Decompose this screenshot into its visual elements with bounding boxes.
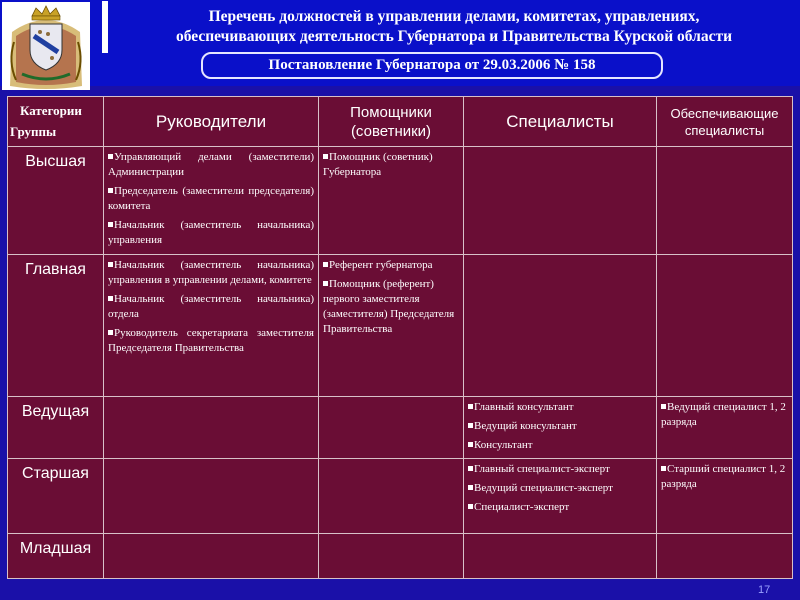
support-list xyxy=(657,397,792,430)
support-list xyxy=(657,459,792,492)
heads-cell xyxy=(104,534,319,579)
list-item: Главный консультант xyxy=(468,400,652,415)
list-item: Начальник (заместитель начальника) отдела xyxy=(108,293,314,320)
specialists-cell xyxy=(464,255,657,397)
group-label: Старшая xyxy=(8,459,104,534)
table-header-row xyxy=(8,97,793,147)
list-item: Помощник (референт) первого заместителя (заместителя) Председателя Правительства xyxy=(323,277,459,337)
column-header-heads: Руководители xyxy=(104,97,319,147)
list-item: Начальник (заместитель начальника) управления в управлении делами, комитете xyxy=(108,259,314,286)
list-item: Специалист-эксперт xyxy=(468,500,652,515)
list-item: Старший специалист 1, 2 разряда xyxy=(661,462,788,492)
heads-list xyxy=(104,255,318,356)
group-label: Ведущая xyxy=(8,397,104,459)
assistants-cell xyxy=(319,397,464,459)
assistants-cell xyxy=(319,459,464,534)
assistants-cell xyxy=(319,534,464,579)
support-cell xyxy=(657,147,793,255)
corner-categories-label: Категории xyxy=(20,103,82,118)
column-header-support-specialists: Обеспечивающие специалисты xyxy=(657,97,793,147)
support-cell xyxy=(657,534,793,579)
table-row xyxy=(8,147,793,255)
support-cell xyxy=(657,397,793,459)
group-label: Главная xyxy=(8,255,104,397)
slide-subtitle: Постановление Губернатора от 29.03.2006 № 158 xyxy=(201,52,663,79)
coat-of-arms-icon xyxy=(2,2,90,90)
table-row xyxy=(8,397,793,459)
group-label: Младшая xyxy=(8,534,104,579)
list-item: Руководитель секретариата заместителя Председателя Правительства xyxy=(108,327,314,354)
list-item: Начальник (заместитель начальника) управления xyxy=(108,219,314,246)
positions-table xyxy=(7,96,793,579)
list-item: Ведущий консультант xyxy=(468,419,652,434)
list-item: Главный специалист-эксперт xyxy=(468,462,652,477)
heads-cell xyxy=(104,147,319,255)
title-line-2: обеспечивающих деятельность Губернатора и Правительства Курской области xyxy=(175,28,732,45)
support-cell xyxy=(657,459,793,534)
table-row xyxy=(8,255,793,397)
table-corner-header xyxy=(8,97,104,147)
list-item: Управляющий делами (заместители) Администрации xyxy=(108,151,314,178)
column-header-specialists: Специалисты xyxy=(464,97,657,147)
list-item: Ведущий специалист-эксперт xyxy=(468,481,652,496)
group-label: Высшая xyxy=(8,147,104,255)
heads-cell xyxy=(104,397,319,459)
slide-title xyxy=(102,1,800,53)
assistants-cell xyxy=(319,255,464,397)
heads-list xyxy=(104,147,318,248)
list-item: Референт губернатора xyxy=(323,258,459,273)
coat-of-arms-emblem xyxy=(2,2,90,90)
positions-table-wrapper xyxy=(7,96,792,578)
title-line-1: Перечень должностей в управлении делами, комитетах, управлениях, xyxy=(208,8,700,25)
specialists-cell xyxy=(464,534,657,579)
column-header-assistants: Помощники (советники) xyxy=(319,97,464,147)
list-item: Консультант xyxy=(468,438,652,453)
page-number: 17 xyxy=(758,584,771,596)
heads-cell xyxy=(104,459,319,534)
heads-cell xyxy=(104,255,319,397)
assistants-list xyxy=(319,255,463,337)
list-item: Ведущий специалист 1, 2 разряда xyxy=(661,400,788,430)
specialists-list xyxy=(464,459,656,515)
assistants-cell xyxy=(319,147,464,255)
specialists-cell xyxy=(464,147,657,255)
table-row xyxy=(8,534,793,579)
list-item: Помощник (советник) Губернатора xyxy=(323,150,459,180)
table-row xyxy=(8,459,793,534)
list-item: Председатель (заместители председателя) комитета xyxy=(108,185,314,212)
specialists-cell xyxy=(464,459,657,534)
corner-groups-label: Группы xyxy=(10,124,57,139)
assistants-list xyxy=(319,147,463,180)
specialists-cell xyxy=(464,397,657,459)
support-cell xyxy=(657,255,793,397)
specialists-list xyxy=(464,397,656,453)
